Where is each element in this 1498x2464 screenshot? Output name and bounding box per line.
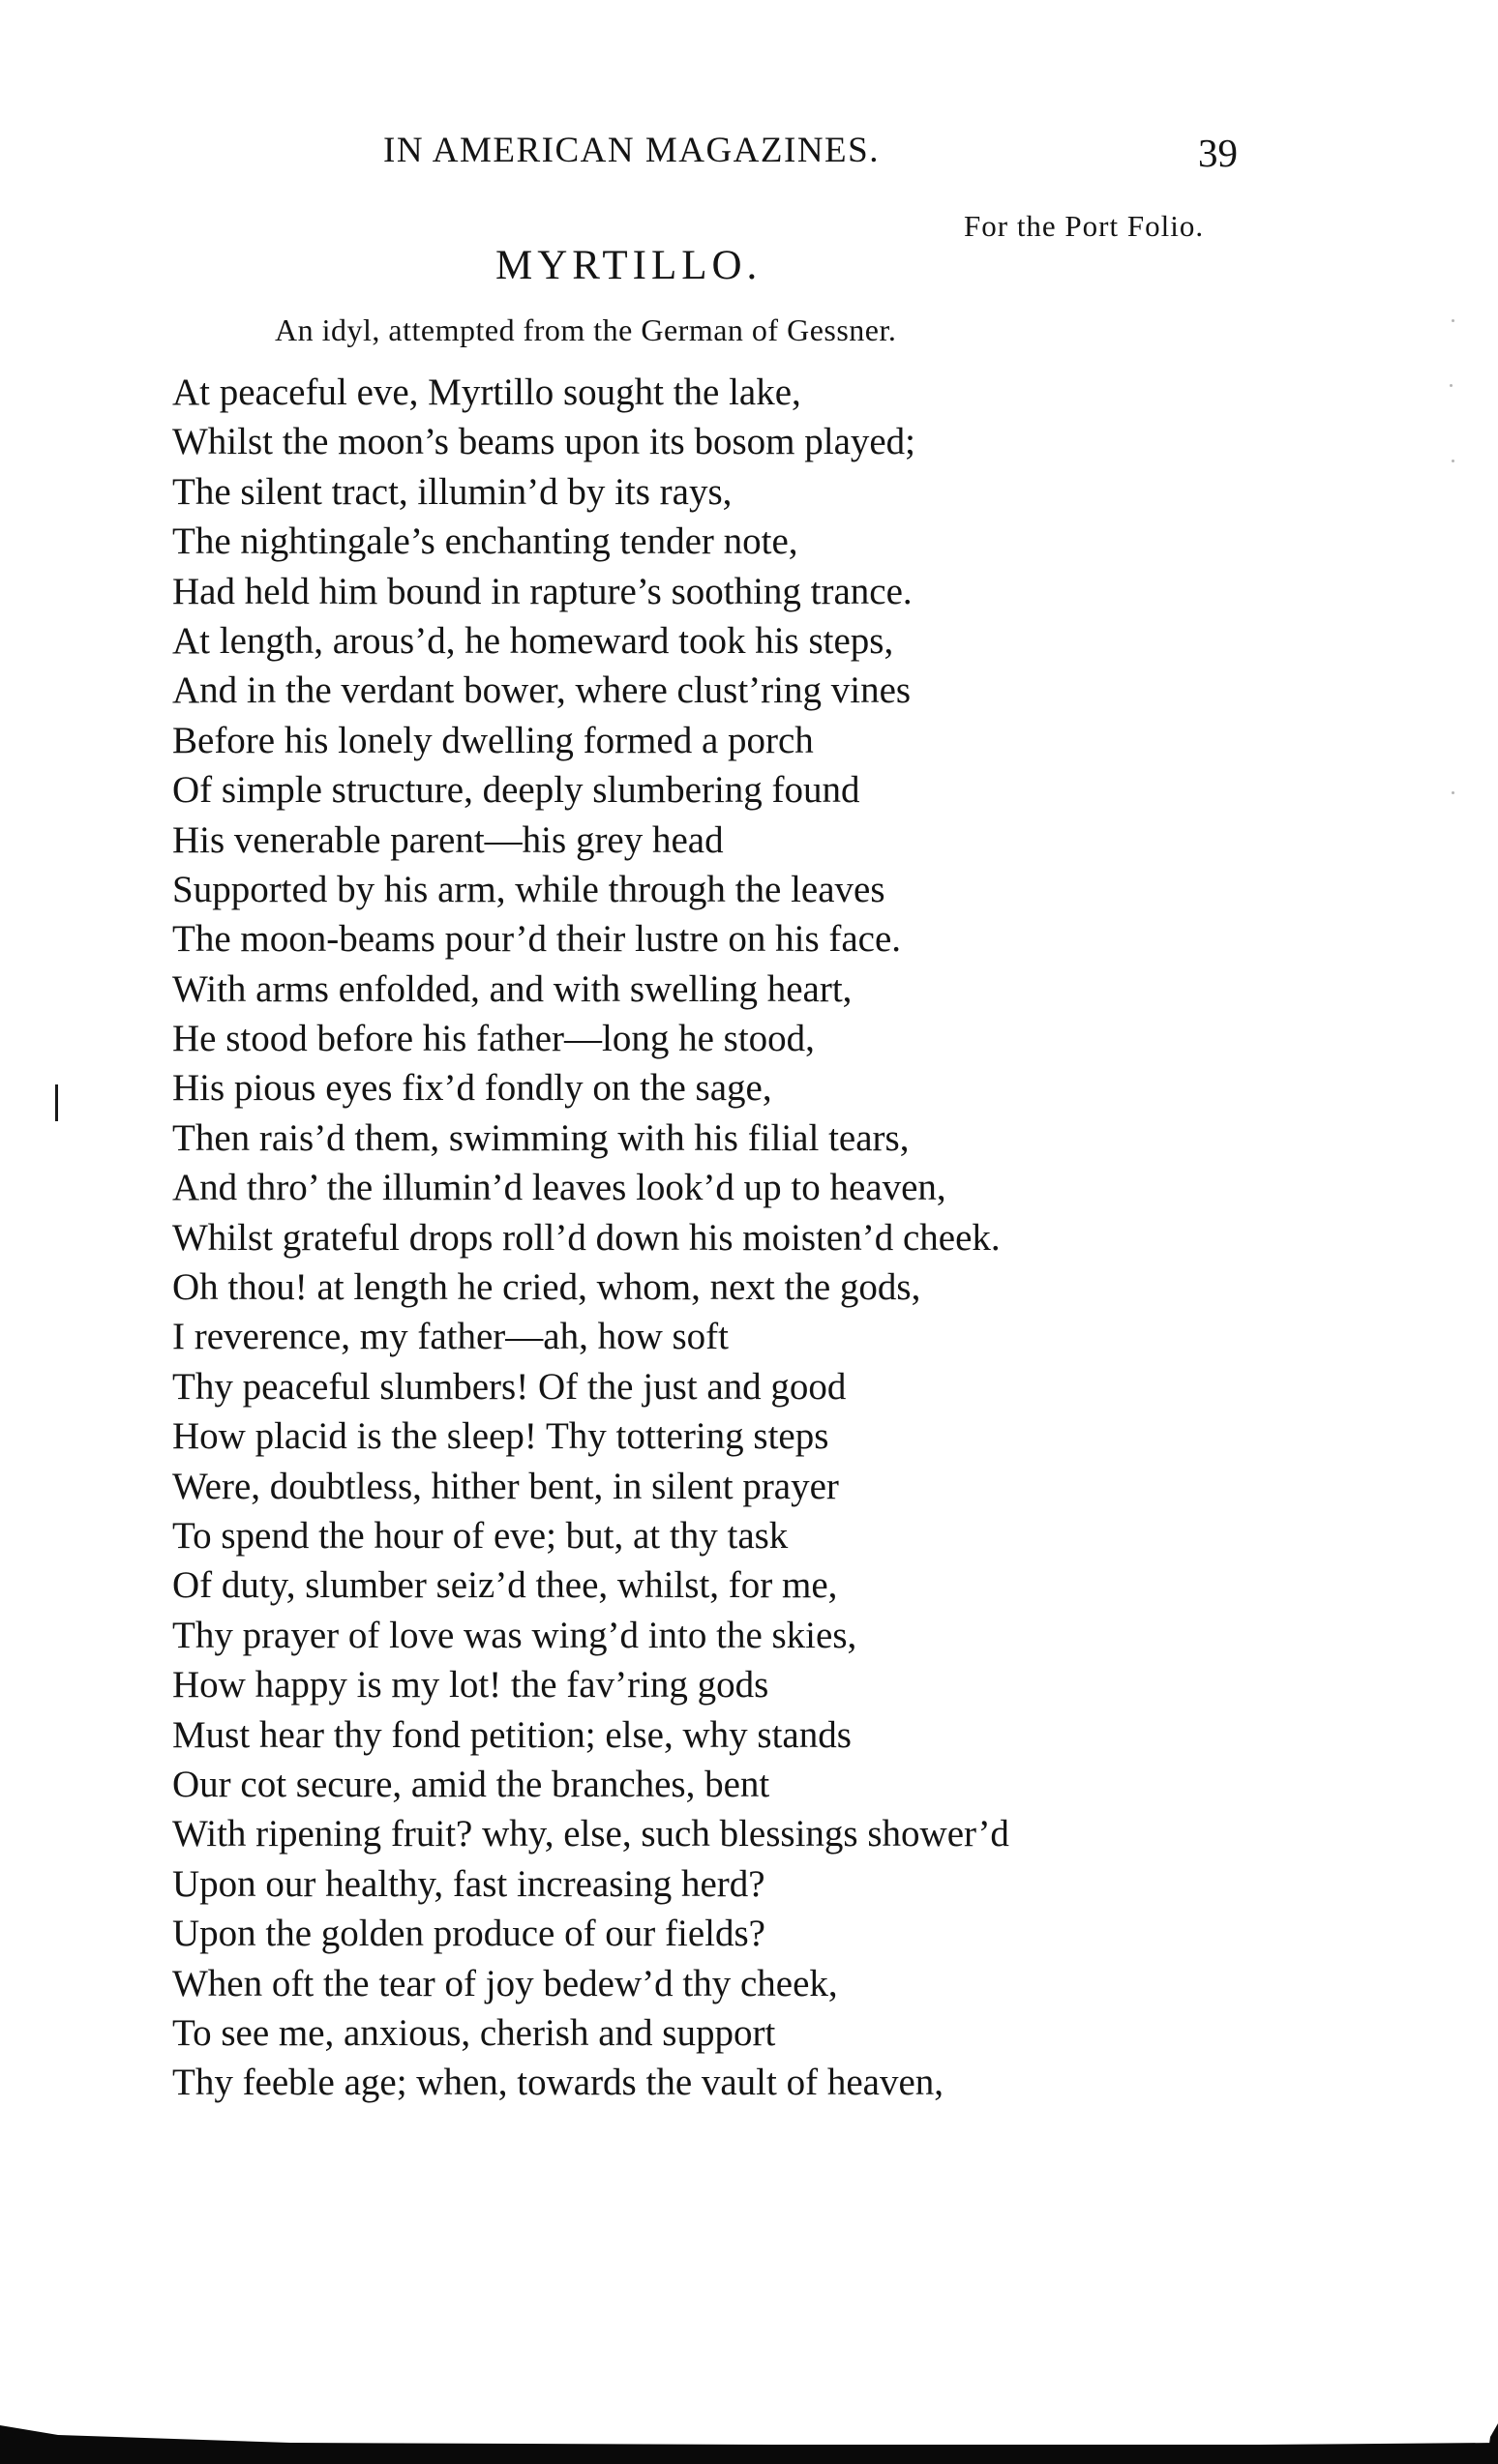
poem-line: To see me, anxious, cherish and support — [172, 2011, 776, 2054]
poem-line: His pious eyes fix’d fondly on the sage, — [172, 1067, 772, 1110]
poem-line: The silent tract, illumin’d by its rays, — [172, 470, 733, 513]
poem-line: The moon-beams pour’d their lustre on his face. — [172, 918, 902, 961]
poem-line: Thy peaceful slumbers! Of the just and good — [172, 1365, 847, 1408]
running-head: IN AMERICAN MAGAZINES. — [383, 131, 880, 170]
poem-title: MYRTILLO. — [495, 243, 763, 288]
poem-line: How happy is my lot! the fav’ring gods — [172, 1664, 769, 1707]
page-speck — [1450, 384, 1453, 387]
poem-line: Our cot secure, amid the branches, bent — [172, 1763, 770, 1805]
poem-line: At peaceful eve, Myrtillo sought the lake, — [172, 371, 801, 413]
poem-line: Before his lonely dwelling formed a porch — [172, 719, 814, 761]
page-speck — [1452, 460, 1454, 462]
poem-line: His venerable parent—his grey head — [172, 818, 724, 861]
poem-line: Thy prayer of love was wing’d into the skies, — [172, 1614, 857, 1656]
poem-line: At length, arous’d, he homeward took his steps, — [172, 619, 894, 662]
page-number: 39 — [1198, 131, 1238, 175]
poem-body — [172, 368, 1009, 2108]
poem-line: The nightingale’s enchanting tender note, — [172, 520, 798, 563]
poem-line: Whilst grateful drops roll’d down his moisten’d cheek. — [172, 1216, 1001, 1259]
poem-line: When oft the tear of joy bedew’d thy cheek, — [172, 1962, 838, 2004]
poem-line: With arms enfolded, and with swelling heart, — [172, 967, 853, 1010]
poem-line: Must hear thy fond petition; else, why stands — [172, 1713, 852, 1756]
page-speck — [1452, 319, 1454, 322]
poem-line: Whilst the moon’s beams upon its bosom played; — [172, 421, 916, 463]
poem-line: Supported by his arm, while through the leaves — [172, 868, 885, 910]
poem-line: Upon the golden produce of our fields? — [172, 1913, 765, 1955]
page-speck — [1452, 791, 1454, 794]
poem-line: And in the verdant bower, where clust’ring vines — [172, 669, 912, 712]
poem-line: And thro’ the illumin’d leaves look’d up to heaven, — [172, 1167, 946, 1209]
poem-line: To spend the hour of eve; but, at thy task — [172, 1514, 789, 1557]
poem-line: With ripening fruit? why, else, such blessings shower’d — [172, 1813, 1009, 1855]
poem-line: Oh thou! at length he cried, whom, next the gods, — [172, 1266, 921, 1309]
poem-line: Then rais’d them, swimming with his filial tears, — [172, 1116, 910, 1159]
source-note: For the Port Folio. — [964, 209, 1205, 243]
poem-line: How placid is the sleep! Thy tottering steps — [172, 1415, 829, 1458]
poem-line: Of duty, slumber seiz’d thee, whilst, for me, — [172, 1564, 838, 1607]
margin-mark — [55, 1084, 58, 1121]
poem-line: Upon our healthy, fast increasing herd? — [172, 1862, 765, 1905]
poem-line: Thy feeble age; when, towards the vault of heaven, — [172, 2062, 944, 2104]
poem-subtitle: An idyl, attempted from the German of Gessner. — [275, 312, 897, 347]
poem-line: Were, doubtless, hither bent, in silent prayer — [172, 1465, 839, 1507]
poem-line: He stood before his father—long he stood, — [172, 1018, 815, 1060]
poem-line: Had held him bound in rapture’s soothing trance. — [172, 570, 913, 612]
poem-line: Of simple structure, deeply slumbering found — [172, 769, 860, 812]
page-bottom-edge — [0, 2406, 1498, 2464]
poem-line: I reverence, my father—ah, how soft — [172, 1316, 730, 1358]
